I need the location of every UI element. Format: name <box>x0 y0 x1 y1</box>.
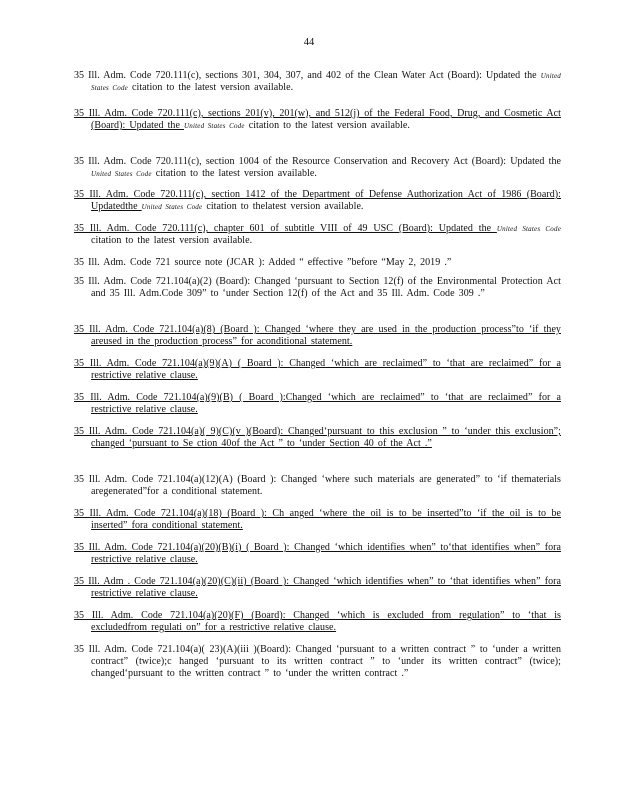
amendment-entry <box>74 108 561 132</box>
amendment-entry <box>74 576 561 600</box>
entry-citation-title: United States Code <box>184 122 245 130</box>
entry-text: 35 Ill. Adm. Code 721.104(a)(20)(B)(i) ( Board ): Changed ‘which identifies when” to‘that identifies when” fora restrictive relative clause. <box>74 542 561 565</box>
entry-text: 35 Ill. Adm. Code 721.104(a)(9)(B) ( Board ):Changed ‘which are reclaimed” to ‘that are reclaimed” for a restrictive relative clause. <box>74 392 561 415</box>
amendment-entry <box>74 474 561 498</box>
entry-text: 35 Ill. Adm. Code 721.104(a)( 9)(C)(v )(Board): Changed‘pursuant to this exclusion ” to ‘under this exclusion”; changed ‘pursuant to Se ction 40of the Act ” to ‘under Section 40 of the Act .” <box>74 426 561 449</box>
entry-citation-title: United States Code <box>496 225 562 233</box>
entry-text: 35 Ill. Adm. Code 720.111(c), section 1004 of the Resource Conservation and Recovery Act (Board): Updated the <box>74 156 561 167</box>
entry-text: 35 Ill. Adm. Code 721.104(a)(12)(A) (Board ): Changed ‘where such materials are generated” to ‘if thematerials aregenerated”for a conditional statement. <box>74 474 561 497</box>
entry-text-tail: citation to the latest version available. <box>127 82 294 93</box>
entry-text: 35 Ill. Adm. Code 721.104(a)(8) (Board ): Changed ‘where they are used in the production process”to ‘if they areused in the production process” for aconditional statement. <box>74 324 561 347</box>
amendment-entry <box>74 257 561 269</box>
amendment-entry <box>74 223 561 247</box>
entry-text-tail: citation to the latest version available. <box>151 168 317 179</box>
entry-citation-title: United States Code <box>91 72 561 92</box>
amendment-entry <box>74 358 561 382</box>
entry-text-tail: citation to the latest version available. <box>244 120 410 131</box>
entry-text: 35 Ill. Adm. Code 721.104(a)(9)(A) ( Board ): Changed ‘which are reclaimed” to ‘that are reclaimed” for a restrictive relative clause. <box>74 358 561 381</box>
amendment-entry <box>74 426 561 450</box>
page-number: 44 <box>303 37 315 48</box>
amendment-entry <box>74 324 561 348</box>
entry-citation-title: United States Code <box>91 170 152 178</box>
amendment-entry <box>74 542 561 566</box>
amendment-entry <box>74 276 561 300</box>
amendment-entry <box>74 392 561 416</box>
entry-text: 35 Ill. Adm. Code 720.111(c), section 1412 of the Department of Defense Authorization Act of 1986 (Board): Updatedthe <box>74 189 561 212</box>
amendment-entry <box>74 610 561 634</box>
entry-text: 35 Ill. Adm . Code 721.104(a)(20)(C)(ii) (Board ): Changed ‘which identifies when” to ‘that identifies when” fora restrictive relative clause. <box>74 576 561 599</box>
amendment-entry <box>74 644 561 680</box>
entry-text: 35 Ill. Adm. Code 721.104(a)(18) (Board ): Ch anged ‘where the oil is to be inserted”to ‘if the oil is to be inserted” fora conditional statement. <box>74 508 561 531</box>
entry-text-tail: citation to thelatest version available. <box>202 201 364 212</box>
entry-text-tail: citation to the latest version available. <box>91 235 253 246</box>
entry-text: 35 Ill. Adm. Code 721.104(a)(20)(F) (Board): Changed ‘which is excluded from regulation” to ‘that is excludedfrom regulati on” for a restrictive relative clause. <box>74 610 561 633</box>
amendment-entry <box>74 70 561 94</box>
amendment-entry <box>74 508 561 532</box>
entry-text: 35 Ill. Adm. Code 720.111(c), sections 201(v), 201(w), and 512(j) of the Federal Food, Drug, and Cosmetic Act (Board): Updated the <box>74 108 561 131</box>
amendment-entry <box>74 156 561 180</box>
amendment-entry <box>74 189 561 213</box>
entry-text: 35 Ill. Adm. Code 721 source note (JCAR ): Added “ effective ”before “May 2, 2019 .” <box>74 257 452 268</box>
entry-text: 35 Ill. Adm. Code 721.104(a)(2) (Board): Changed ‘pursuant to Section 12(f) of the Environmental Protection Act and 35 Ill. Adm.Code 309” to ‘under Section 12(f) of the Act and 35 Ill. Adm. Code 309 .” <box>74 276 561 299</box>
entry-text: 35 Ill. Adm. Code 721.104(a)( 23)(A)(iii )(Board): Changed ‘pursuant to a written contract ” to ‘under a written contract” (twice);c hanged ‘pursuant to its written contract ” to ‘under its written contract” (twice); changed‘pursuant to the written contract ” to ‘under the written contract .” <box>74 644 561 679</box>
entry-text: 35 Ill. Adm. Code 720.111(c), chapter 601 of subtitle VIII of 49 USC (Board): Updated the <box>74 223 497 234</box>
entry-citation-title: United States Code <box>141 203 203 211</box>
entry-text: 35 Ill. Adm. Code 720.111(c), sections 301, 304, 307, and 402 of the Clean Water Act (Board): Updated the <box>74 70 541 81</box>
